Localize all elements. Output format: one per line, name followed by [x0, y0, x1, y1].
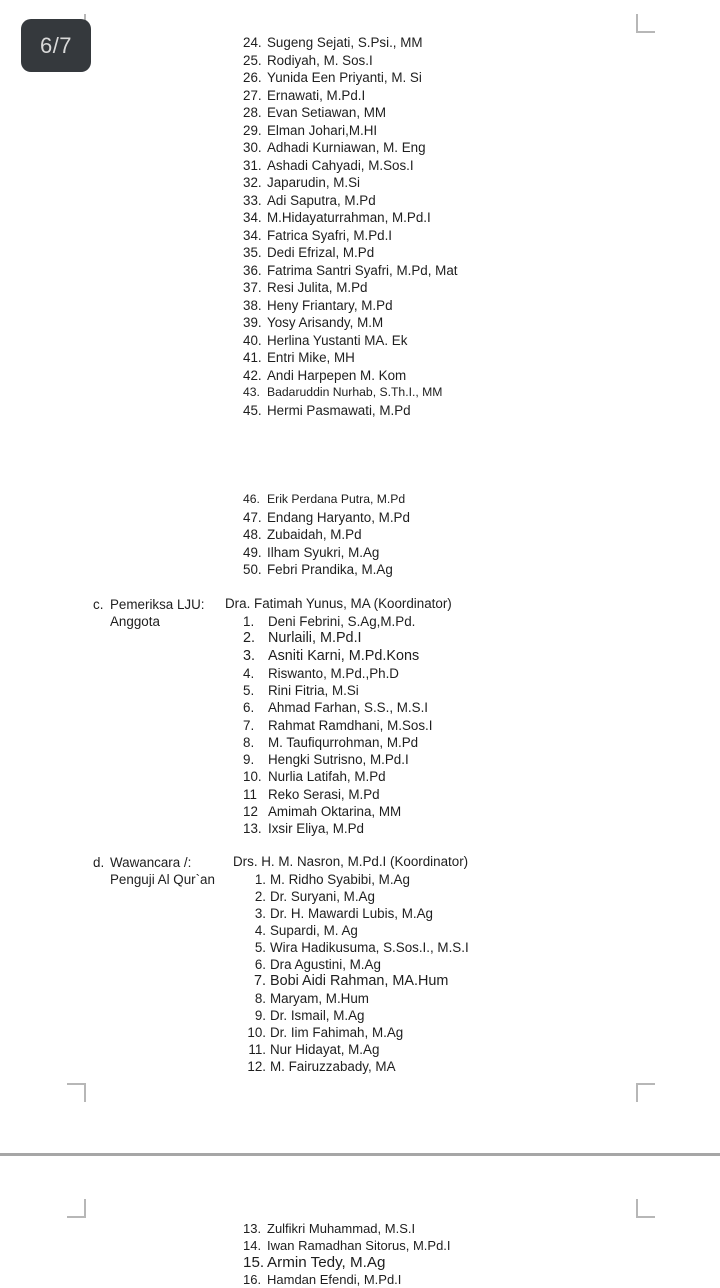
list-item: [243, 1058, 469, 1075]
item-number: 3.: [243, 647, 256, 664]
list-item: [243, 244, 458, 262]
item-name: Resi Julita, M.Pd: [267, 280, 368, 295]
item-name: Fatrica Syafri, M.Pd.I: [267, 227, 393, 243]
section-d-coordinator: Drs. H. M. Nasron, M.Pd.I (Koordinator): [233, 854, 469, 869]
item-name: Elman Johari,M.HI: [267, 122, 378, 138]
item-number: 7.: [253, 973, 266, 989]
section-d-letter: d.: [93, 855, 105, 870]
item-number: 7.: [243, 717, 255, 733]
item-name: Supardi, M. Ag: [270, 923, 358, 938]
item-number: 50.: [243, 562, 262, 577]
item-name: Febri Prandika, M.Ag: [267, 562, 393, 577]
item-name: Rini Fitria, M.Si: [268, 683, 359, 698]
crop-mark-page6-bottom-right: [636, 1083, 655, 1102]
list-item: [243, 648, 432, 665]
item-name: Ernawati, M.Pd.I: [267, 87, 366, 103]
item-number: 35.: [243, 245, 262, 260]
item-number: 39.: [243, 315, 262, 330]
continuation-list-13-16: [243, 1220, 451, 1288]
crop-mark-page7-top-left: [67, 1199, 86, 1218]
item-name: Bobi Aidi Rahman, MA.Hum: [270, 973, 449, 989]
item-name: Adi Saputra, M.Pd: [267, 192, 376, 208]
section-d-label: [93, 854, 215, 888]
page-separator: [0, 1153, 720, 1156]
item-name: Fatrima Santri Syafri, M.Pd, Mat: [267, 262, 458, 278]
list-item: [243, 990, 469, 1007]
list-item: [243, 1007, 469, 1024]
list-item: [243, 1041, 469, 1058]
item-number: 11: [243, 786, 257, 802]
item-number: 5.: [243, 683, 255, 698]
section-c-subtitle: Anggota: [110, 614, 160, 630]
item-number: 42.: [243, 367, 262, 383]
item-number: 6.: [254, 957, 266, 972]
list-item: [243, 561, 410, 579]
section-d-subtitle: Penguji Al Qur`an: [110, 872, 215, 887]
item-number: 47.: [243, 509, 262, 525]
list-item: [243, 956, 469, 973]
list-item: [243, 69, 458, 87]
item-number: 13.: [243, 821, 262, 836]
list-item: [243, 699, 432, 716]
list-item: [243, 491, 410, 509]
list-item: [243, 1024, 469, 1041]
item-name: Badaruddin Nurhab, S.Th.I., MM: [267, 385, 443, 399]
list-item: [243, 665, 432, 682]
item-name: Rahmat Ramdhani, M.Sos.I: [268, 717, 433, 733]
list-item: [243, 717, 432, 734]
item-name: Evan Setiawan, MM: [267, 105, 387, 120]
item-number: 2.: [254, 889, 266, 904]
item-name: Zulfikri Muhammad, M.S.I: [267, 1221, 416, 1236]
section-d-title: Wawancara /:: [110, 855, 192, 870]
item-number: 3.: [254, 906, 266, 921]
crop-mark-page6-top-right: [636, 14, 655, 33]
list-item: [243, 34, 458, 52]
item-name: Ilham Syukri, M.Ag: [267, 544, 380, 560]
item-name: Adhadi Kurniawan, M. Eng: [267, 140, 426, 155]
list-item: [243, 1254, 451, 1271]
item-name: Maryam, M.Hum: [270, 991, 369, 1006]
list-item: [243, 544, 410, 562]
item-name: Herlina Yustanti MA. Ek: [267, 332, 408, 348]
crop-mark-page6-bottom-left: [67, 1083, 86, 1102]
item-name: Armin Tedy, M.Ag: [267, 1254, 386, 1271]
item-name: Erik Perdana Putra, M.Pd: [267, 492, 406, 506]
item-number: 27.: [243, 87, 262, 103]
section-c-label: [93, 596, 205, 631]
item-name: Reko Serasi, M.Pd: [268, 786, 380, 802]
item-number: 15.: [243, 1254, 265, 1271]
item-number: 10.: [243, 769, 262, 785]
item-number: 49.: [243, 544, 262, 560]
list-item: [243, 402, 458, 420]
item-name: Riswanto, M.Pd.,Ph.D: [268, 665, 399, 681]
item-name: Iwan Ramadhan Sitorus, M.Pd.I: [267, 1238, 451, 1253]
list-item: [243, 122, 458, 140]
list-item: [243, 922, 469, 939]
list-item: [243, 734, 432, 751]
item-number: 34.: [243, 210, 262, 225]
item-name: Dr. Ismail, M.Ag: [270, 1008, 365, 1023]
item-name: Yosy Arisandy, M.M: [267, 315, 384, 330]
list-item: [243, 888, 469, 905]
item-name: Nur Hidayat, M.Ag: [270, 1042, 380, 1057]
item-number: 12.: [247, 1059, 266, 1074]
committee-list-24-45: [243, 34, 458, 419]
item-number: 28.: [243, 105, 262, 120]
item-name: Asniti Karni, M.Pd.Kons: [268, 647, 420, 664]
item-name: Endang Haryanto, M.Pd: [267, 509, 410, 525]
section-c-members: [243, 613, 432, 837]
item-number: 43.: [243, 385, 260, 399]
item-number: 12: [243, 803, 258, 819]
item-number: 26.: [243, 70, 262, 85]
item-number: 30.: [243, 140, 262, 155]
item-name: Ahmad Farhan, S.S., M.S.I: [268, 700, 429, 716]
item-name: Hengki Sutrisno, M.Pd.I: [268, 752, 409, 767]
item-number: 5.: [254, 940, 266, 955]
item-name: Ashadi Cahyadi, M.Sos.I: [267, 157, 414, 173]
list-item: [243, 630, 432, 647]
item-name: Dr. H. Mawardi Lubis, M.Ag: [270, 906, 433, 921]
item-name: Dra Agustini, M.Ag: [270, 957, 381, 972]
list-item: [243, 905, 469, 922]
list-item: [243, 52, 458, 70]
item-number: 34.: [243, 227, 262, 243]
item-number: 29.: [243, 122, 262, 138]
list-item: [243, 768, 432, 785]
item-number: 8.: [243, 734, 255, 750]
list-item: [243, 139, 458, 157]
item-name: Nurlia Latifah, M.Pd: [268, 769, 386, 785]
list-item: [243, 279, 458, 297]
committee-list-46-50: [243, 491, 410, 579]
item-name: Japarudin, M.Si: [267, 175, 361, 190]
list-item: [243, 227, 458, 245]
item-number: 2.: [243, 630, 256, 647]
item-number: 1.: [243, 614, 255, 629]
item-name: M. Ridho Syabibi, M.Ag: [270, 872, 410, 887]
item-name: Ixsir Eliya, M.Pd: [268, 821, 364, 836]
list-item: [243, 509, 410, 527]
list-item: [243, 314, 458, 332]
item-number: 1.: [254, 872, 266, 887]
list-item: [243, 751, 432, 768]
item-number: 9.: [254, 1008, 266, 1023]
list-item: [243, 939, 469, 956]
item-number: 25.: [243, 52, 262, 68]
list-item: [243, 613, 432, 630]
list-item: [243, 262, 458, 280]
item-number: 24.: [243, 35, 262, 50]
item-number: 9.: [243, 752, 255, 767]
item-number: 31.: [243, 157, 262, 173]
item-name: M.Hidayaturrahman, M.Pd.I: [267, 210, 431, 225]
item-name: M. Taufiqurrohman, M.Pd: [268, 734, 419, 750]
list-item: [243, 820, 432, 837]
item-number: 4.: [254, 923, 266, 938]
item-name: Zubaidah, M.Pd: [267, 527, 362, 542]
item-number: 13.: [243, 1221, 262, 1236]
list-item: [243, 1237, 451, 1254]
item-name: M. Fairuzzabady, MA: [270, 1059, 396, 1074]
item-number: 11.: [248, 1042, 266, 1057]
item-number: 40.: [243, 332, 262, 348]
item-name: Heny Friantary, M.Pd: [267, 297, 393, 313]
list-item: [243, 332, 458, 350]
item-number: 16.: [243, 1272, 262, 1287]
list-item: [243, 87, 458, 105]
item-number: 38.: [243, 297, 262, 313]
item-number: 45.: [243, 402, 262, 418]
list-item: [243, 682, 432, 699]
list-item: [243, 104, 458, 122]
list-item: [243, 349, 458, 367]
list-item: [243, 157, 458, 175]
item-name: Nurlaili, M.Pd.I: [268, 630, 362, 647]
crop-mark-page7-top-right: [636, 1199, 655, 1218]
item-number: 46.: [243, 492, 260, 506]
list-item: [243, 209, 458, 227]
item-number: 48.: [243, 527, 262, 542]
item-number: 41.: [243, 350, 262, 365]
item-name: Deni Febrini, S.Ag,M.Pd.: [268, 614, 416, 629]
item-name: Dr. Iim Fahimah, M.Ag: [270, 1025, 404, 1040]
item-name: Yunida Een Priyanti, M. Si: [267, 70, 422, 85]
list-item: [243, 871, 469, 888]
list-item: [243, 526, 410, 544]
section-c-coordinator: Dra. Fatimah Yunus, MA (Koordinator): [225, 596, 452, 611]
item-number: 6.: [243, 700, 255, 716]
item-number: 37.: [243, 280, 262, 295]
list-item: [243, 192, 458, 210]
list-item: [243, 384, 458, 402]
list-item: [243, 174, 458, 192]
item-name: Entri Mike, MH: [267, 350, 355, 365]
item-number: 4.: [243, 665, 255, 681]
item-number: 36.: [243, 262, 262, 278]
item-number: 10.: [247, 1025, 266, 1040]
item-number: 33.: [243, 192, 262, 208]
item-name: Dedi Efrizal, M.Pd: [267, 245, 375, 260]
item-number: 8.: [254, 991, 266, 1006]
section-c-title: Pemeriksa LJU:: [110, 597, 205, 612]
item-name: Rodiyah, M. Sos.I: [267, 52, 373, 68]
list-item: [243, 786, 432, 803]
page-number-badge: 6/7: [21, 19, 91, 72]
item-name: Amimah Oktarina, MM: [268, 803, 402, 819]
list-item: [243, 1220, 451, 1237]
section-d-members: [243, 871, 469, 1075]
item-name: Sugeng Sejati, S.Psi., MM: [267, 35, 423, 50]
item-name: Wira Hadikusuma, S.Sos.I., M.S.I: [270, 940, 469, 955]
list-item: [243, 973, 469, 990]
item-name: Hermi Pasmawati, M.Pd: [267, 402, 411, 418]
item-number: 32.: [243, 175, 262, 190]
section-c-letter: c.: [93, 597, 104, 612]
list-item: [243, 367, 458, 385]
list-item: [243, 803, 432, 820]
item-name: Hamdan Efendi, M.Pd.I: [267, 1272, 402, 1287]
list-item: [243, 297, 458, 315]
item-number: 14.: [243, 1238, 262, 1253]
item-name: Dr. Suryani, M.Ag: [270, 889, 375, 904]
item-name: Andi Harpepen M. Kom: [267, 367, 407, 383]
